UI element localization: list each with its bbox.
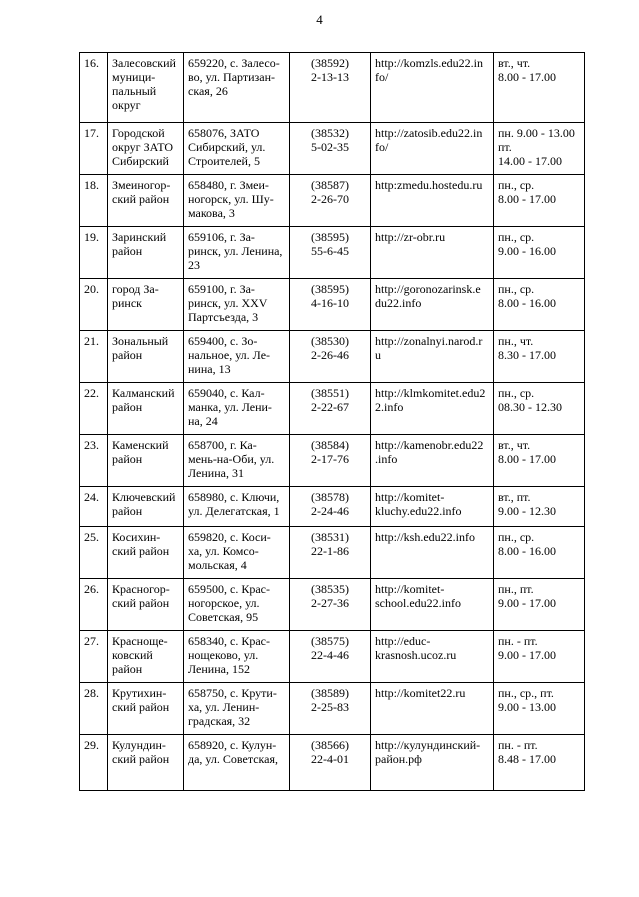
address-text: 658750, с. Крути- ха, ул. Ленин- градская, 32	[188, 686, 277, 728]
row-number-text: 27.	[84, 634, 99, 648]
cell-office-hours	[494, 383, 585, 435]
cell-address	[184, 487, 290, 527]
table-row	[80, 631, 585, 683]
row-number-text: 28.	[84, 686, 99, 700]
cell-website	[371, 683, 494, 735]
phone-number-text: (38587) 2-26-70	[311, 178, 349, 206]
website-text: http://кулундинский- район.рф	[375, 738, 481, 766]
office-hours-text: пн. 9.00 - 13.00 пт. 14.00 - 17.00	[498, 126, 575, 168]
table-row	[80, 579, 585, 631]
cell-phone-number	[290, 735, 371, 791]
table-row	[80, 53, 585, 123]
cell-office-hours	[494, 227, 585, 279]
cell-website	[371, 383, 494, 435]
phone-number-text: (38595) 55-6-45	[311, 230, 349, 258]
cell-address	[184, 735, 290, 791]
website-text: http://zr-obr.ru	[375, 230, 446, 244]
website-text: http://komitet- school.edu22.info	[375, 582, 461, 610]
table-row	[80, 487, 585, 527]
address-text: 659040, с. Кал- манка, ул. Лени- на, 24	[188, 386, 272, 428]
district-name-text: Городской округ ЗАТО Сибирский	[112, 126, 174, 168]
cell-row-number	[80, 435, 108, 487]
cell-row-number	[80, 227, 108, 279]
cell-address	[184, 527, 290, 579]
cell-address	[184, 435, 290, 487]
district-name-text: Косихин- ский район	[112, 530, 170, 558]
cell-address	[184, 123, 290, 175]
phone-number-text: (38532) 5-02-35	[311, 126, 349, 154]
cell-district-name	[108, 227, 184, 279]
row-number-text: 24.	[84, 490, 99, 504]
row-number-text: 22.	[84, 386, 99, 400]
cell-office-hours	[494, 631, 585, 683]
district-name-text: Кулундин- ский район	[112, 738, 170, 766]
phone-number-text: (38589) 2-25-83	[311, 686, 349, 714]
district-name-text: Змеиногор- ский район	[112, 178, 171, 206]
row-number-text: 18.	[84, 178, 99, 192]
district-name-text: Крутихин- ский район	[112, 686, 170, 714]
cell-office-hours	[494, 123, 585, 175]
district-name-text: Залесовский муници- пальный округ	[112, 56, 176, 112]
cell-row-number	[80, 175, 108, 227]
district-name-text: Зональный район	[112, 334, 169, 362]
cell-district-name	[108, 435, 184, 487]
website-text: http://kamenobr.edu22 .info	[375, 438, 484, 466]
table-row	[80, 527, 585, 579]
cell-district-name	[108, 487, 184, 527]
table-row	[80, 735, 585, 791]
cell-row-number	[80, 487, 108, 527]
office-hours-text: вт., чт. 8.00 - 17.00	[498, 438, 556, 466]
cell-website	[371, 735, 494, 791]
row-number-text: 20.	[84, 282, 99, 296]
cell-address	[184, 331, 290, 383]
cell-phone-number	[290, 579, 371, 631]
cell-phone-number	[290, 331, 371, 383]
address-text: 659500, с. Крас- ногорское, ул. Советская, 95	[188, 582, 270, 624]
cell-row-number	[80, 527, 108, 579]
office-hours-text: пн. - пт. 8.48 - 17.00	[498, 738, 556, 766]
cell-website	[371, 175, 494, 227]
office-hours-text: пн., чт. 8.30 - 17.00	[498, 334, 556, 362]
cell-phone-number	[290, 123, 371, 175]
row-number-text: 23.	[84, 438, 99, 452]
cell-address	[184, 53, 290, 123]
cell-district-name	[108, 53, 184, 123]
office-hours-text: пн., ср. 8.00 - 16.00	[498, 282, 556, 310]
phone-number-text: (38575) 22-4-46	[311, 634, 349, 662]
phone-number-text: (38595) 4-16-10	[311, 282, 349, 310]
website-text: http://goronozarinsk.e du22.info	[375, 282, 481, 310]
website-text: http://komzls.edu22.in fo/	[375, 56, 483, 84]
cell-district-name	[108, 527, 184, 579]
office-hours-text: пн., ср. 8.00 - 17.00	[498, 178, 556, 206]
phone-number-text: (38592) 2-13-13	[311, 56, 349, 84]
cell-phone-number	[290, 383, 371, 435]
website-text: http://klmkomitet.edu2 2.info	[375, 386, 486, 414]
cell-row-number	[80, 331, 108, 383]
cell-phone-number	[290, 487, 371, 527]
cell-website	[371, 53, 494, 123]
table-body	[80, 53, 585, 791]
address-text: 658480, г. Змеи- ногорск, ул. Шу- макова, 3	[188, 178, 274, 220]
cell-district-name	[108, 123, 184, 175]
district-name-text: Каменский район	[112, 438, 169, 466]
cell-phone-number	[290, 631, 371, 683]
cell-district-name	[108, 383, 184, 435]
district-name-text: Краснощe- ковский район	[112, 634, 168, 676]
cell-row-number	[80, 579, 108, 631]
cell-row-number	[80, 279, 108, 331]
website-text: http://ksh.edu22.info	[375, 530, 475, 544]
office-hours-text: пн., ср. 08.30 - 12.30	[498, 386, 562, 414]
website-text: http://komitet22.ru	[375, 686, 466, 700]
cell-website	[371, 487, 494, 527]
office-hours-text: пн., пт. 9.00 - 17.00	[498, 582, 556, 610]
district-name-text: Ключевский район	[112, 490, 176, 518]
row-number-text: 21.	[84, 334, 99, 348]
website-text: http:zmedu.hostedu.ru	[375, 178, 483, 192]
table-row	[80, 279, 585, 331]
cell-website	[371, 435, 494, 487]
district-name-text: город За- ринск	[112, 282, 159, 310]
cell-website	[371, 579, 494, 631]
cell-office-hours	[494, 279, 585, 331]
table-row	[80, 383, 585, 435]
address-text: 658980, с. Ключи, ул. Делегатская, 1	[188, 490, 280, 518]
cell-address	[184, 631, 290, 683]
address-text: 659400, с. Зо- нальное, ул. Ле- нина, 13	[188, 334, 271, 376]
table-row	[80, 227, 585, 279]
row-number-text: 19.	[84, 230, 99, 244]
education-departments-table	[79, 52, 585, 791]
office-hours-text: пн., ср. 8.00 - 16.00	[498, 530, 556, 558]
cell-address	[184, 227, 290, 279]
address-text: 658340, с. Крас- нощеково, ул. Ленина, 152	[188, 634, 270, 676]
cell-office-hours	[494, 579, 585, 631]
phone-number-text: (38530) 2-26-46	[311, 334, 349, 362]
cell-district-name	[108, 579, 184, 631]
website-text: http://zonalnyi.narod.r u	[375, 334, 483, 362]
row-number-text: 16.	[84, 56, 99, 70]
cell-office-hours	[494, 53, 585, 123]
cell-row-number	[80, 53, 108, 123]
cell-website	[371, 279, 494, 331]
cell-office-hours	[494, 331, 585, 383]
cell-district-name	[108, 735, 184, 791]
cell-website	[371, 631, 494, 683]
cell-website	[371, 331, 494, 383]
cell-phone-number	[290, 683, 371, 735]
cell-address	[184, 279, 290, 331]
phone-number-text: (38584) 2-17-76	[311, 438, 349, 466]
page-number: 4	[316, 12, 323, 27]
phone-number-text: (38566) 22-4-01	[311, 738, 349, 766]
website-text: http://educ- krasnosh.ucoz.ru	[375, 634, 457, 662]
table-row	[80, 683, 585, 735]
table-row	[80, 435, 585, 487]
cell-row-number	[80, 123, 108, 175]
cell-website	[371, 527, 494, 579]
district-name-text: Красногор- ский район	[112, 582, 170, 610]
table-row	[80, 175, 585, 227]
phone-number-text: (38535) 2-27-36	[311, 582, 349, 610]
row-number-text: 29.	[84, 738, 99, 752]
address-text: 659106, г. За- ринск, ул. Ленина, 23	[188, 230, 283, 272]
cell-phone-number	[290, 227, 371, 279]
cell-address	[184, 683, 290, 735]
cell-district-name	[108, 683, 184, 735]
cell-district-name	[108, 175, 184, 227]
website-text: http://komitet- kluchy.edu22.info	[375, 490, 462, 518]
cell-phone-number	[290, 435, 371, 487]
cell-phone-number	[290, 279, 371, 331]
office-hours-text: вт., чт. 8.00 - 17.00	[498, 56, 556, 84]
cell-office-hours	[494, 175, 585, 227]
address-text: 659220, с. Залесо- во, ул. Партизан- ская, 26	[188, 56, 280, 98]
cell-district-name	[108, 279, 184, 331]
phone-number-text: (38551) 2-22-67	[311, 386, 349, 414]
address-text: 658076, ЗАТО Сибирский, ул. Строителей, 5	[188, 126, 266, 168]
cell-district-name	[108, 331, 184, 383]
cell-office-hours	[494, 527, 585, 579]
district-name-text: Заринский район	[112, 230, 167, 258]
cell-phone-number	[290, 53, 371, 123]
cell-row-number	[80, 683, 108, 735]
row-number-text: 17.	[84, 126, 99, 140]
row-number-text: 25.	[84, 530, 99, 544]
address-text: 658920, с. Кулун- да, ул. Советская,	[188, 738, 279, 766]
cell-address	[184, 175, 290, 227]
table-row	[80, 123, 585, 175]
cell-office-hours	[494, 435, 585, 487]
cell-office-hours	[494, 735, 585, 791]
office-hours-text: пн. - пт. 9.00 - 17.00	[498, 634, 556, 662]
phone-number-text: (38578) 2-24-46	[311, 490, 349, 518]
cell-address	[184, 383, 290, 435]
row-number-text: 26.	[84, 582, 99, 596]
address-text: 658700, г. Ка- мень-на-Оби, ул. Ленина, 31	[188, 438, 275, 480]
cell-office-hours	[494, 487, 585, 527]
cell-phone-number	[290, 175, 371, 227]
cell-website	[371, 227, 494, 279]
cell-office-hours	[494, 683, 585, 735]
cell-row-number	[80, 631, 108, 683]
cell-row-number	[80, 735, 108, 791]
website-text: http://zatosib.edu22.in fo/	[375, 126, 483, 154]
office-hours-text: вт., пт. 9.00 - 12.30	[498, 490, 556, 518]
office-hours-text: пн., ср., пт. 9.00 - 13.00	[498, 686, 556, 714]
address-text: 659100, г. За- ринск, ул. XXV Партсъезда, 3	[188, 282, 268, 324]
address-text: 659820, с. Коси- ха, ул. Комсо- мольская, 4	[188, 530, 271, 572]
phone-number-text: (38531) 22-1-86	[311, 530, 349, 558]
cell-address	[184, 579, 290, 631]
cell-phone-number	[290, 527, 371, 579]
cell-website	[371, 123, 494, 175]
office-hours-text: пн., ср. 9.00 - 16.00	[498, 230, 556, 258]
cell-district-name	[108, 631, 184, 683]
district-name-text: Калманский район	[112, 386, 175, 414]
cell-row-number	[80, 383, 108, 435]
table-row	[80, 331, 585, 383]
